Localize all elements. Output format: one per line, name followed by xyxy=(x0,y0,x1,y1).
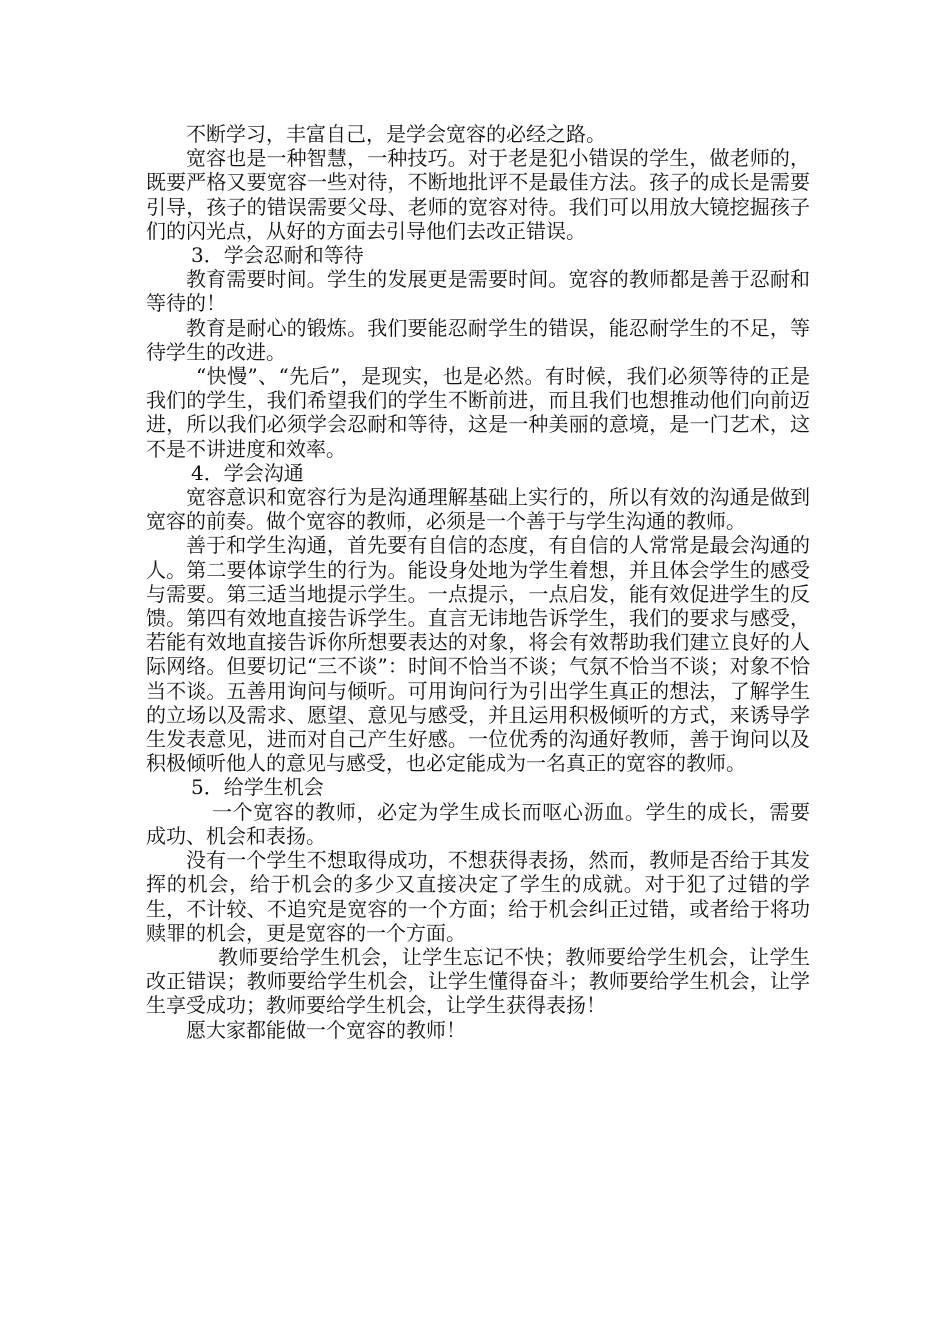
paragraph: 一个宽容的教师，必定为学生成长而呕心沥血。学生的成长，需要成功、机会和表扬。 xyxy=(146,799,810,848)
paragraph: 宽容意识和宽容行为是沟通理解基础上实行的，所以有效的沟通是做到宽容的前奏。做个宽容的教师，必须是一个善于与学生沟通的教师。 xyxy=(146,485,810,534)
paragraph: 善于和学生沟通，首先要有自信的态度，有自信的人常常是最会沟通的人。第二要体谅学生的行为。能设身处地为学生着想，并且体会学生的感受与需要。第三适当地提示学生。一点提示，一点启发，能有效促进学生的反馈。第四有效地直接告诉学生。直言无讳地告诉学生，我们的要求与感受，若能有效地直接告诉你所想要表达的对象，将会有效帮助我们建立良好的人际网络。但要切记“三不谈”：时间不恰当不谈；气氛不恰当不谈；对象不恰当不谈。五善用询问与倾听。可用询问行为引出学生真正的想法，了解学生的立场以及需求、愿望、意见与感受，并且运用积极倾听的方式，来诱导学生发表意见，进而对自己产生好感。一位优秀的沟通好教师，善于询问以及积极倾听他人的意见与感受，也必定能成为一名真正的宽容的教师。 xyxy=(146,533,810,776)
section-heading: 3．学会忍耐和等待 xyxy=(191,243,364,268)
paragraph: 不断学习，丰富自己，是学会宽容的必经之路。 xyxy=(186,122,606,146)
document-body xyxy=(146,122,810,1042)
paragraph: 没有一个学生不想取得成功，不想获得表扬，然而，教师是否给于其发挥的机会，给于机会的多少又直接决定了学生的成就。对于犯了过错的学生，不计较、不追究是宽容的一个方面；给于机会纠正过错，或者给于将功赎罪的机会，更是宽容的一个方面。 xyxy=(146,848,810,945)
paragraph: 愿大家都能做一个宽容的教师！ xyxy=(186,1017,466,1042)
paragraph: 宽容也是一种智慧，一种技巧。对于老是犯小错误的学生，做老师的，既要严格又要宽容一些对待，不断地批评不是最佳方法。孩子的成长是需要引导，孩子的错误需要父母、老师的宽容对待。我们可以用放大镜挖掘孩子们的闪光点，从好的方面去引导他们去改正错误。 xyxy=(146,146,810,243)
section-heading: 4．学会沟通 xyxy=(191,460,304,485)
paragraph: 教育是耐心的锻炼。我们要能忍耐学生的错误，能忍耐学生的不足，等待学生的改进。 xyxy=(146,315,810,364)
section-heading: 5．给学生机会 xyxy=(191,775,324,800)
paragraph: 教师要给学生机会，让学生忘记不快；教师要给学生机会，让学生改正错误；教师要给学生机会，让学生懂得奋斗；教师要给学生机会，让学生享受成功；教师要给学生机会，让学生获得表扬！ xyxy=(146,944,810,1018)
paragraph: 教育需要时间。学生的发展更是需要时间。宽容的教师都是善于忍耐和等待的！ xyxy=(146,267,810,316)
paragraph: “快慢”、“先后”，是现实，也是必然。有时候，我们必须等待的正是我们的学生，我们希望我们的学生不断前进，而且我们也想推动他们向前迈进，所以我们必须学会忍耐和等待，这是一种美丽的意境，是一门艺术，这不是不讲进度和效率。 xyxy=(146,364,810,461)
